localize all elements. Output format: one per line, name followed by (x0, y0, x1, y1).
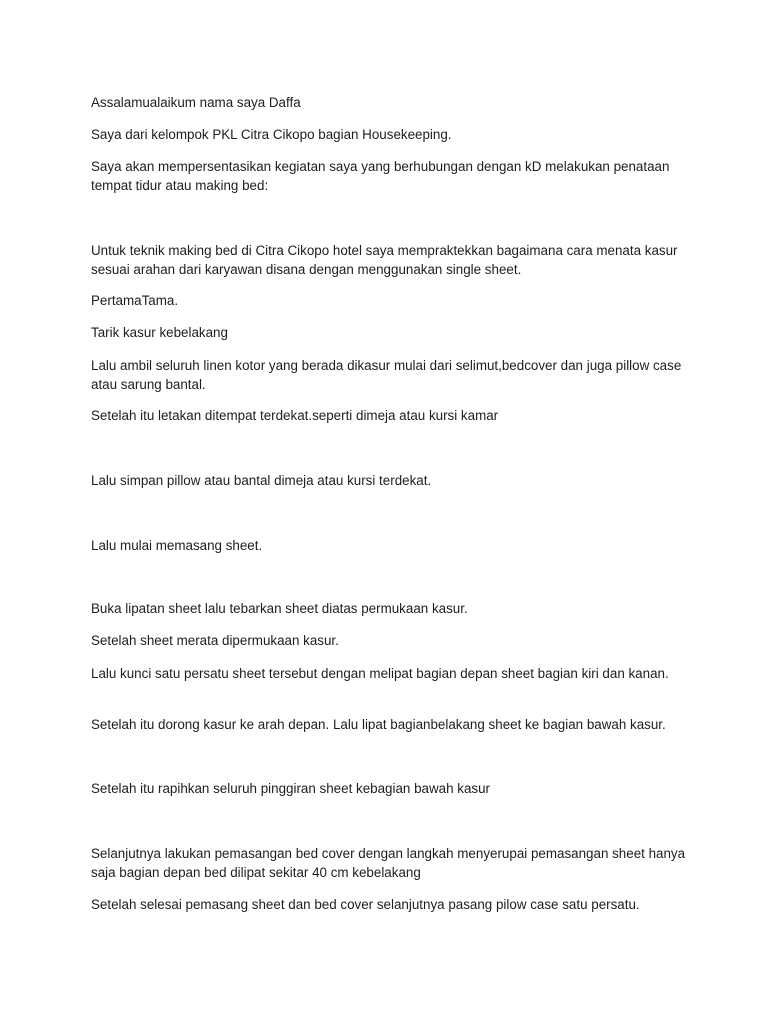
paragraph-step-sheet-even: Setelah sheet merata dipermukaan kasur. (91, 633, 339, 648)
paragraph-step-pillow-case: Setelah selesai pemasang sheet dan bed cover selanjutnya pasang pilow case satu persatu. (91, 897, 640, 912)
paragraph-step-store-pillow: Lalu simpan pillow atau bantal dimeja atau kursi terdekat. (91, 473, 432, 488)
paragraph-step-place-linen: Setelah itu letakan ditempat terdekat.seperti dimeja atau kursi kamar (91, 408, 499, 423)
paragraph-step-pull-mattress: Tarik kasur kebelakang (91, 325, 228, 340)
paragraph-step-lock-sheet: Lalu kunci satu persatu sheet tersebut dengan melipat bagian depan sheet bagian kiri dan kanan. (91, 666, 669, 681)
paragraph-step-bed-cover: Selanjutnya lakukan pemasangan bed cover dengan langkah menyerupai pemasangan sheet hanya saja bagian depan bed dilipat sekitar 40 cm kebelakang (91, 846, 686, 880)
paragraph-step-push-mattress: Setelah itu dorong kasur ke arah depan. Lalu lipat bagianbelakang sheet ke bagian bawah kasur. (91, 717, 666, 732)
paragraph-step-remove-linen: Lalu ambil seluruh linen kotor yang berada dikasur mulai dari selimut,bedcover dan juga pillow case atau sarung bantal. (91, 358, 682, 392)
paragraph-step-start-sheet: Lalu mulai memasang sheet. (91, 538, 263, 553)
paragraph-presentation-topic: Saya akan mempersentasikan kegiatan saya yang berhubungan dengan kD melakukan penataan tempat tidur atau making bed: (91, 159, 670, 193)
paragraph-technique: Untuk teknik making bed di Citra Cikopo hotel saya mempraktekkan bagaimana cara menata kasur sesuai arahan dari karyawan disana dengan menggunakan single sheet. (91, 243, 678, 277)
paragraph-greeting: Assalamualaikum nama saya Daffa (91, 95, 301, 110)
paragraph-step-spread-sheet: Buka lipatan sheet lalu tebarkan sheet diatas permukaan kasur. (91, 601, 468, 616)
paragraph-intro-group: Saya dari kelompok PKL Citra Cikopo bagian Housekeeping. (91, 127, 452, 142)
paragraph-first: PertamaTama. (91, 293, 179, 308)
paragraph-step-tidy-edges: Setelah itu rapihkan seluruh pinggiran sheet kebagian bawah kasur (91, 781, 491, 796)
